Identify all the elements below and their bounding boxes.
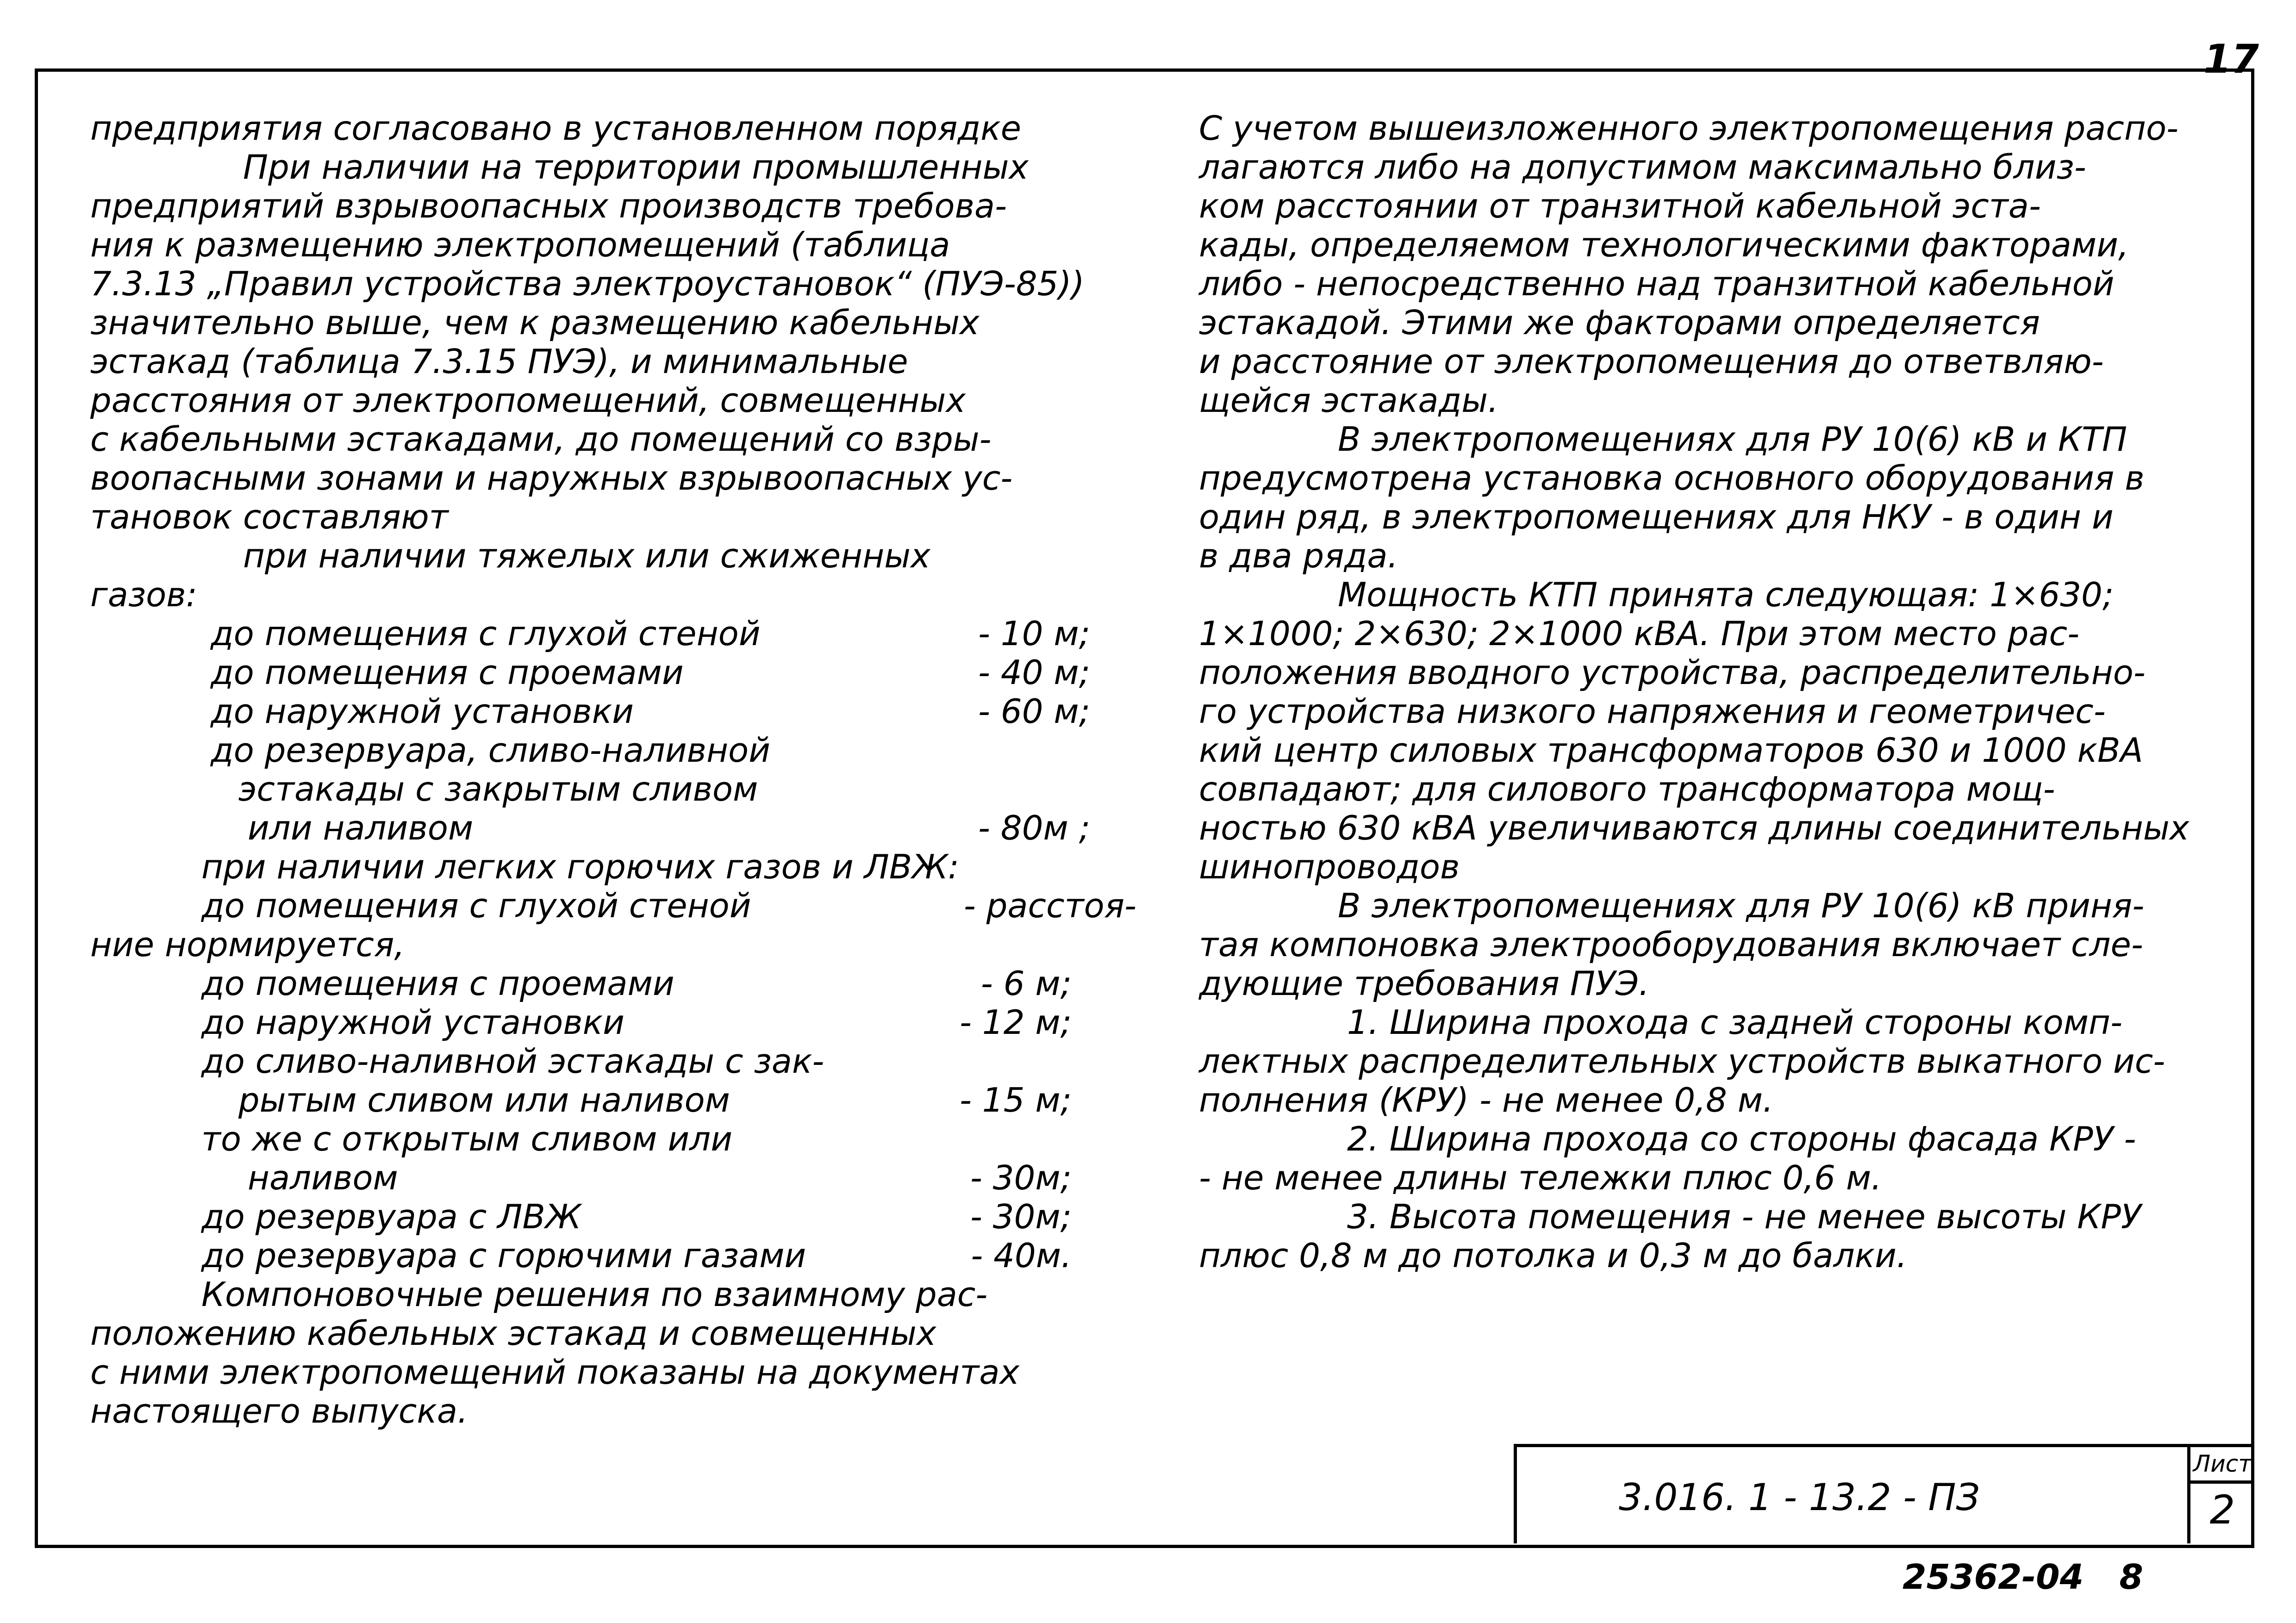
text-line: Компоновочные решения по взаимному рас-: [201, 1275, 988, 1314]
text-line: эстакады с закрытым сливом: [238, 770, 758, 808]
text-line: плюс 0,8 м до потолка и 0,3 м до балки.: [1199, 1236, 1907, 1275]
distance-row: [90, 886, 1164, 925]
text-line: эстакад (таблица 7.3.15 ПУЭ), и минимальные: [90, 342, 908, 381]
title-block: [1514, 1444, 2254, 1543]
text-line: ние нормируется,: [90, 925, 405, 964]
sheet-label: Лист: [2190, 1447, 2254, 1484]
text-line: при наличии тяжелых или сжиженных: [243, 536, 930, 575]
text-line: ностью 630 кВА увеличиваются длины соединительных: [1199, 808, 2190, 847]
text-line: воопасными зонами и наружных взрывоопасных ус-: [90, 459, 1013, 497]
distance-row: [90, 1236, 1164, 1275]
text-line: ком расстоянии от транзитной кабельной эста-: [1199, 187, 2041, 225]
text-line: В электропомещениях для РУ 10(6) кВ приня-: [1338, 886, 2145, 925]
text-line: при наличии легких горючих газов и ЛВЖ:: [201, 847, 960, 886]
distance-row: [90, 653, 1164, 692]
distance-label: или наливом: [248, 808, 474, 847]
text-line: лектных распределительных устройств выкатного ис-: [1199, 1042, 2165, 1081]
sheet-box: [2187, 1447, 2254, 1543]
document-code: 3.016. 1 - 13.2 - ПЗ: [1619, 1476, 1980, 1519]
distance-value: - 40 м;: [978, 653, 1090, 692]
distance-value: - 30м;: [970, 1197, 1072, 1236]
distance-label: до резервуара с ЛВЖ: [201, 1197, 581, 1236]
left-column: [90, 109, 1164, 1430]
text-line: В электропомещениях для РУ 10(6) кВ и КТП: [1338, 420, 2128, 459]
text-line: го устройства низкого напряжения и геометричес-: [1199, 692, 2106, 731]
distance-label: до помещения с проемами: [201, 964, 674, 1003]
distance-value: - расстоя-: [963, 886, 1136, 925]
distance-label: до помещения с проемами: [211, 653, 684, 692]
text-line: положения вводного устройства, распределительно-: [1199, 653, 2146, 692]
distance-row: [90, 808, 1164, 847]
text-line: совпадают; для силового трансформатора мощ-: [1199, 770, 2055, 808]
text-line: полнения (КРУ) - не менее 0,8 м.: [1199, 1081, 1773, 1119]
distance-value: - 12 м;: [960, 1003, 1072, 1042]
text-line: эстакадой. Этими же факторами определяется: [1199, 303, 2040, 342]
distance-row: [90, 1158, 1164, 1197]
distance-row: [90, 1003, 1164, 1042]
distance-label: рытым сливом или наливом: [238, 1081, 730, 1119]
text-line: кады, определяемом технологическими факторами,: [1199, 225, 2129, 264]
text-line: с ними электропомещений показаны на документах: [90, 1353, 1020, 1392]
text-line: либо - непосредственно над транзитной кабельной: [1199, 264, 2115, 303]
text-line: ния к размещению электропомещений (таблица: [90, 225, 950, 264]
text-line: до резервуара, сливо-наливной: [211, 731, 770, 770]
distance-row: [90, 964, 1164, 1003]
distance-label: до помещения с глухой стеной: [211, 614, 761, 653]
text-line: дующие требования ПУЭ.: [1199, 964, 1649, 1003]
archive-code: 25362-04 8: [1903, 1557, 2143, 1597]
text-line: лагаются либо на допустимом максимально близ-: [1199, 148, 2086, 187]
distance-row: [90, 614, 1164, 653]
text-line: Мощность КТП принята следующая: 1×630;: [1338, 575, 2114, 614]
page-number: 17: [2203, 36, 2259, 82]
text-line: шинопроводов: [1199, 847, 1460, 886]
text-line: кий центр силовых трансформаторов 630 и 1000 кВА: [1199, 731, 2143, 770]
text-line: 7.3.13 „Правил устройства электроустановок“ (ПУЭ-85)): [90, 264, 1085, 303]
text-line: 3. Высота помещения - не менее высоты КРУ: [1347, 1197, 2141, 1236]
sheet-number: 2: [2209, 1487, 2235, 1533]
right-column: [1199, 109, 2236, 1275]
text-line: расстояния от электропомещений, совмещенных: [90, 381, 966, 420]
text-line: и расстояние от электропомещения до ответвляю-: [1199, 342, 2104, 381]
distance-value: - 80м ;: [978, 808, 1090, 847]
distance-row: [90, 1197, 1164, 1236]
text-line: 1. Ширина прохода с задней стороны комп-: [1347, 1003, 2122, 1042]
distance-value: - 15 м;: [960, 1081, 1072, 1119]
text-line: значительно выше, чем к размещению кабельных: [90, 303, 980, 342]
text-line: предприятий взрывоопасных производств требова-: [90, 187, 1007, 225]
text-line: до сливо-наливной эстакады с зак-: [201, 1042, 824, 1081]
text-line: газов:: [90, 575, 197, 614]
distance-label: до помещения с глухой стеной: [201, 886, 751, 925]
distance-value: - 30м;: [970, 1158, 1072, 1197]
distance-value: - 60 м;: [978, 692, 1090, 731]
text-line: настоящего выпуска.: [90, 1392, 468, 1430]
text-line: 2. Ширина прохода со стороны фасада КРУ -: [1347, 1119, 2136, 1158]
distance-value: - 40м.: [971, 1236, 1072, 1275]
distance-label: до наружной установки: [201, 1003, 624, 1042]
text-line: положению кабельных эстакад и совмещенных: [90, 1314, 936, 1353]
distance-label: наливом: [248, 1158, 398, 1197]
distance-label: до наружной установки: [211, 692, 634, 731]
text-line: предусмотрена установка основного оборудования в: [1199, 459, 2145, 497]
distance-row: [90, 692, 1164, 731]
distance-label: до резервуара с горючими газами: [201, 1236, 806, 1275]
text-line: один ряд, в электропомещениях для НКУ - в один и: [1199, 497, 2114, 536]
text-line: тая компоновка электрооборудования включает сле-: [1199, 925, 2143, 964]
text-line: предприятия согласовано в установленном порядке: [90, 109, 1022, 148]
text-line: С учетом вышеизложенного электропомещения распо-: [1199, 109, 2178, 148]
text-line: - не менее длины тележки плюс 0,6 м.: [1199, 1158, 1882, 1197]
text-line: в два ряда.: [1199, 536, 1398, 575]
text-line: с кабельными эстакадами, до помещений со взры-: [90, 420, 992, 459]
text-line: то же с открытым сливом или: [201, 1119, 733, 1158]
distance-value: - 6 м;: [980, 964, 1072, 1003]
text-line: тановок составляют: [90, 497, 449, 536]
text-line: щейся эстакады.: [1199, 381, 1498, 420]
distance-value: - 10 м;: [978, 614, 1090, 653]
distance-row: [90, 1081, 1164, 1119]
text-line: При наличии на территории промышленных: [243, 148, 1029, 187]
text-line: 1×1000; 2×630; 2×1000 кВА. При этом место рас-: [1199, 614, 2080, 653]
